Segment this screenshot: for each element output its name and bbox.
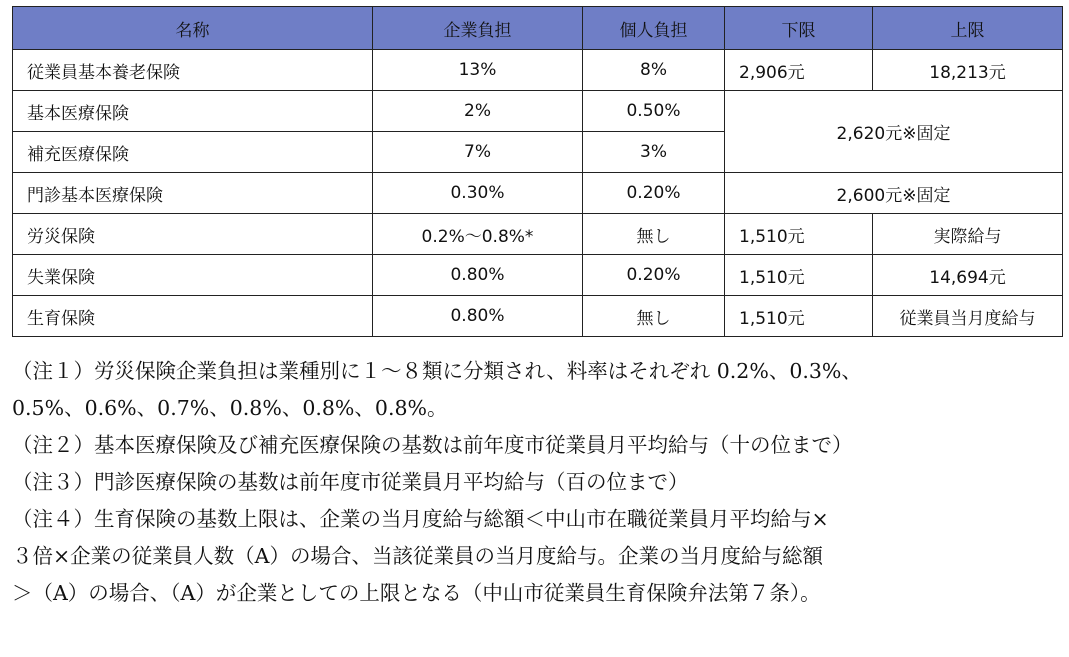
cell-personal-share: 0.20% (583, 173, 725, 214)
cell-company-share: 13% (373, 50, 583, 91)
cell-personal-share: 無し (583, 214, 725, 255)
cell-personal-share: 3% (583, 132, 725, 173)
cell-upper-limit: 18,213元 (873, 50, 1063, 91)
cell-personal-share: 8% (583, 50, 725, 91)
note-line: 0.5%、0.6%、0.7%、0.8%、0.8%、0.8%。 (12, 396, 448, 420)
table-row (13, 50, 1063, 91)
cell-name: 労災保険 (13, 214, 373, 255)
document (12, 6, 1062, 612)
cell-company-share: 0.2%～0.8%* (373, 214, 583, 255)
cell-upper-limit: 14,694元 (873, 255, 1063, 296)
table-row (13, 214, 1063, 255)
cell-company-share: 2% (373, 91, 583, 132)
cell-name: 補充医療保険 (13, 132, 373, 173)
cell-merged-limit: 2,620元※固定 (725, 91, 1063, 173)
cell-lower-limit: 1,510元 (725, 214, 873, 255)
cell-name: 生育保険 (13, 296, 373, 337)
header-company-share: 企業負担 (373, 7, 583, 50)
note-line: （注１）労災保険企業負担は業種別に１～８類に分類され、料率はそれぞれ 0.2%、0.3%、 (12, 359, 862, 383)
notes (12, 353, 1062, 612)
note-line: （注３）門診医療保険の基数は前年度市従業員月平均給与（百の位まで） (12, 470, 689, 494)
cell-company-share: 0.30% (373, 173, 583, 214)
table-row (13, 296, 1063, 337)
table-header-row (13, 7, 1063, 50)
cell-name: 門診基本医療保険 (13, 173, 373, 214)
cell-upper-limit: 従業員当月度給与 (873, 296, 1063, 337)
table-row (13, 173, 1063, 214)
cell-personal-share: 無し (583, 296, 725, 337)
table-row (13, 91, 1063, 132)
cell-lower-limit: 1,510元 (725, 255, 873, 296)
cell-upper-limit: 実際給与 (873, 214, 1063, 255)
cell-lower-limit: 2,906元 (725, 50, 873, 91)
cell-merged-limit: 2,600元※固定 (725, 173, 1063, 214)
insurance-rate-table (12, 6, 1063, 337)
note-line: （注４）生育保険の基数上限は、企業の当月度給与総額＜中山市在職従業員月平均給与× (12, 507, 829, 531)
table-row (13, 255, 1063, 296)
cell-company-share: 0.80% (373, 255, 583, 296)
note-line: ３倍×企業の従業員人数（A）の場合、当該従業員の当月度給与。企業の当月度給与総額 (12, 544, 823, 568)
cell-name: 従業員基本養老保険 (13, 50, 373, 91)
header-personal-share: 個人負担 (583, 7, 725, 50)
cell-name: 基本医療保険 (13, 91, 373, 132)
cell-personal-share: 0.20% (583, 255, 725, 296)
header-upper-limit: 上限 (873, 7, 1063, 50)
cell-lower-limit: 1,510元 (725, 296, 873, 337)
header-name: 名称 (13, 7, 373, 50)
note-line: （注２）基本医療保険及び補充医療保険の基数は前年度市従業員月平均給与（十の位まで） (12, 433, 853, 457)
cell-name: 失業保険 (13, 255, 373, 296)
cell-company-share: 0.80% (373, 296, 583, 337)
cell-company-share: 7% (373, 132, 583, 173)
note-line: ＞（A）の場合、（A）が企業としての上限となる（中山市従業員生育保険弁法第７条）。 (12, 581, 821, 605)
header-lower-limit: 下限 (725, 7, 873, 50)
cell-personal-share: 0.50% (583, 91, 725, 132)
